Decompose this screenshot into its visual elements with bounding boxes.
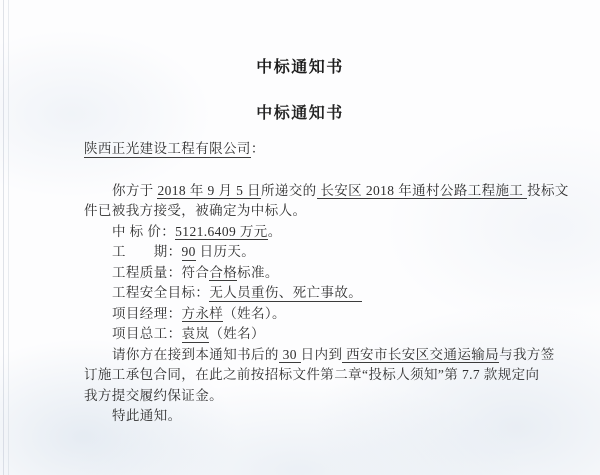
text-segment: 日内到 [300, 346, 343, 362]
paragraph2-line2 [84, 365, 540, 386]
bid-price-line [112, 222, 518, 243]
text-segment: 投标文 [527, 182, 569, 198]
notice-body [84, 139, 569, 427]
text-segment: 日历天。 [195, 244, 256, 259]
recipient-company-name: 陕西正光建设工程有限公司 [84, 141, 251, 156]
field-label: 中 标 价： [112, 223, 176, 239]
text-segment: 。 [267, 223, 282, 239]
text-segment: 与我方签 [499, 346, 555, 362]
text-segment: 我方提交履约保证金。 [84, 387, 223, 403]
text-segment: （姓名） [209, 326, 265, 341]
text-segment: 特此通知。 [112, 408, 182, 423]
recipient-line [84, 139, 518, 160]
recipient-colon: ： [250, 141, 265, 156]
text-segment: 请你方在接到本通知书后的 [112, 346, 279, 362]
project-manager-name: 方永样 [181, 305, 224, 321]
text-segment: （姓名）。 [223, 305, 286, 321]
quality-standard-value: 合格 [209, 264, 238, 280]
notice-title-outer: 中标通知书 [256, 57, 344, 76]
closing-line [84, 406, 518, 427]
chief-engineer-line [112, 324, 518, 345]
paragraph2-line1 [84, 345, 555, 366]
paragraph1-line1 [84, 181, 569, 202]
project-name: 长安区 2018 年通村公路工程施工 [316, 182, 528, 198]
quality-standard-line [112, 263, 518, 284]
notice-title-inner: 中标通知书 [256, 105, 344, 122]
text-segment: 件已被我方接受，被确定为中标人。 [84, 203, 307, 218]
field-label: 工程质量： [112, 264, 182, 280]
safety-target-value: 无人员重伤、死亡事故。 [209, 285, 363, 300]
construction-period-value: 90 [181, 244, 196, 259]
field-label: 工程安全目标： [112, 285, 210, 300]
paragraph1-line2 [84, 201, 518, 222]
paragraph2-line3 [84, 386, 518, 407]
text-segment: 你方于 [112, 182, 158, 198]
field-label: 项目总工： [112, 326, 182, 341]
project-manager-line [112, 304, 518, 325]
chief-engineer-name: 袁岚 [181, 326, 210, 341]
contract-deadline-days: 30 [278, 346, 301, 362]
submission-date: 2018 年 9 月 5 日 [157, 182, 261, 198]
text-segment: 订施工承包合同，在此之前按招标文件第二章“投标人须知”第 7.7 款规定向 [84, 367, 540, 382]
text-segment: 符合 [181, 264, 210, 280]
tenderer-authority-name: 西安市长安区交通运输局 [342, 346, 500, 362]
bid-price-value: 5121.6409 万元 [175, 223, 268, 239]
field-label: 工 期： [112, 244, 182, 259]
safety-target-line [112, 283, 518, 304]
text-segment: 所递交的 [260, 182, 317, 198]
construction-period-line [112, 242, 518, 263]
field-label: 项目经理： [112, 305, 182, 321]
text-segment: 标准。 [237, 264, 279, 280]
